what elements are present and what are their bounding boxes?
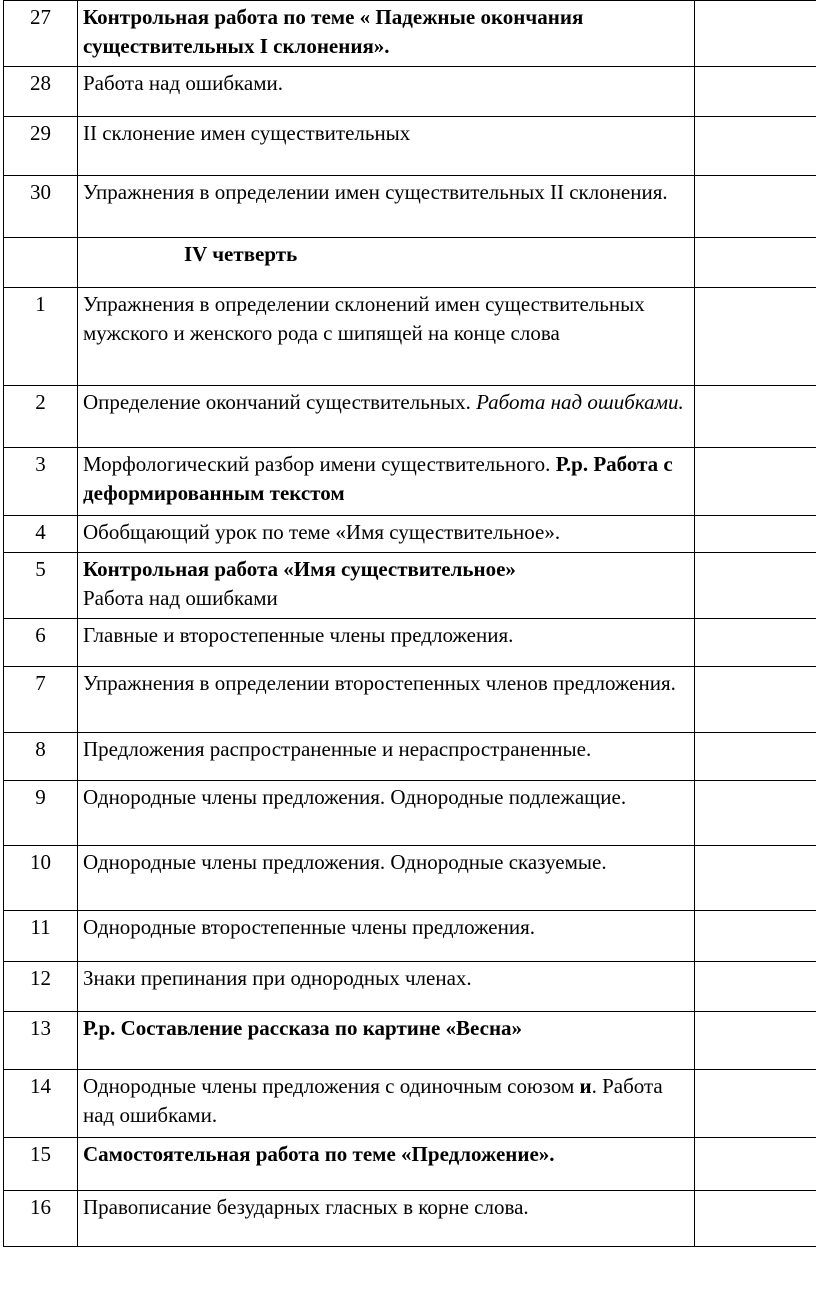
lesson-topic: [78, 553, 695, 619]
lesson-row: [4, 288, 816, 386]
date-cell: [695, 67, 816, 117]
lesson-row: [4, 781, 816, 846]
topic-text: Контрольная работа по теме « Падежные окончания существительных I склонения».: [83, 5, 584, 58]
topic-text: Определение окончаний существительных.: [83, 390, 477, 414]
lesson-number: 4: [4, 516, 78, 553]
lesson-number: 7: [4, 667, 78, 733]
lesson-topic: [78, 1, 695, 67]
date-cell: [695, 553, 816, 619]
topic-text: Морфологический разбор имени существительного.: [83, 452, 556, 476]
topic-text: Обобщающий урок по теме «Имя существительное».: [83, 520, 561, 544]
date-cell: [695, 962, 816, 1012]
lesson-row: [4, 1070, 816, 1138]
lesson-plan-body: [4, 1, 816, 1247]
date-cell: [695, 1, 816, 67]
date-cell: [695, 238, 816, 288]
lesson-topic: [78, 1138, 695, 1191]
date-cell: [695, 619, 816, 667]
lesson-topic: [78, 1191, 695, 1247]
topic-text: Р.р. Работа с деформированным текстом: [83, 452, 673, 505]
topic-text: Р.р. Составление рассказа по картине «Весна»: [83, 1016, 523, 1040]
topic-text: Упражнения в определении имен существительных II склонения.: [83, 180, 668, 204]
lesson-topic: [78, 1012, 695, 1070]
topic-text: и: [579, 1074, 592, 1098]
topic-text: Правописание безударных гласных в корне слова.: [83, 1195, 529, 1219]
lesson-plan-table: [3, 0, 816, 1247]
topic-text: Предложения распространенные и нераспространенные.: [83, 737, 592, 761]
lesson-topic: [78, 781, 695, 846]
lesson-topic: [78, 117, 695, 176]
lesson-number: 27: [4, 1, 78, 67]
lesson-topic: [78, 911, 695, 962]
lesson-number: 5: [4, 553, 78, 619]
date-cell: [695, 733, 816, 781]
topic-text: Работа над ошибками.: [83, 71, 283, 95]
lesson-number: 30: [4, 176, 78, 238]
topic-text: Однородные члены предложения. Однородные сказуемые.: [83, 850, 607, 874]
date-cell: [695, 846, 816, 911]
date-cell: [695, 1070, 816, 1138]
topic-text: Самостоятельная работа по теме «Предложение».: [83, 1142, 555, 1166]
lesson-row: [4, 1, 816, 67]
lesson-topic: [78, 67, 695, 117]
lesson-topic: [78, 846, 695, 911]
topic-text: IV четверть: [184, 242, 298, 266]
lesson-topic: [78, 962, 695, 1012]
quarter-title: [78, 238, 695, 288]
date-cell: [695, 516, 816, 553]
lesson-row: [4, 1191, 816, 1247]
lesson-topic: [78, 448, 695, 516]
lesson-number: 11: [4, 911, 78, 962]
lesson-topic: [78, 288, 695, 386]
lesson-number: 3: [4, 448, 78, 516]
topic-text: Упражнения в определении второстепенных членов предложения.: [83, 671, 676, 695]
topic-text: II склонение имен существительных: [83, 121, 411, 145]
topic-text: Знаки препинания при однородных членах.: [83, 966, 472, 990]
date-cell: [695, 1138, 816, 1191]
lesson-number: 15: [4, 1138, 78, 1191]
lesson-topic: [78, 386, 695, 448]
lesson-row: [4, 962, 816, 1012]
topic-text: Однородные члены предложения с одиночным союзом: [83, 1074, 580, 1098]
lesson-number: 29: [4, 117, 78, 176]
lesson-row: [4, 67, 816, 117]
topic-text: Контрольная работа «Имя существительное»: [83, 557, 516, 581]
lesson-number: 10: [4, 846, 78, 911]
topic-text: Упражнения в определении склонений имен существительных мужского и женского рода с шипящей на конце слова: [83, 292, 645, 345]
topic-text: Работа над ошибками.: [476, 390, 684, 414]
lesson-number: [4, 238, 78, 288]
date-cell: [695, 1191, 816, 1247]
date-cell: [695, 448, 816, 516]
topic-text: Главные и второстепенные члены предложения.: [83, 623, 514, 647]
topic-text: Однородные второстепенные члены предложения.: [83, 915, 535, 939]
quarter-header-row: [4, 238, 816, 288]
lesson-number: 6: [4, 619, 78, 667]
lesson-row: [4, 1012, 816, 1070]
lesson-topic: [78, 619, 695, 667]
lesson-number: 2: [4, 386, 78, 448]
lesson-row: [4, 117, 816, 176]
lesson-topic: [78, 1070, 695, 1138]
date-cell: [695, 911, 816, 962]
lesson-number: 16: [4, 1191, 78, 1247]
topic-text: . Работа над ошибками.: [83, 1074, 663, 1127]
lesson-row: [4, 619, 816, 667]
date-cell: [695, 667, 816, 733]
date-cell: [695, 1012, 816, 1070]
date-cell: [695, 176, 816, 238]
lesson-number: 9: [4, 781, 78, 846]
lesson-row: [4, 386, 816, 448]
lesson-topic: [78, 516, 695, 553]
lesson-number: 28: [4, 67, 78, 117]
lesson-row: [4, 1138, 816, 1191]
lesson-row: [4, 846, 816, 911]
lesson-number: 13: [4, 1012, 78, 1070]
lesson-row: [4, 448, 816, 516]
date-cell: [695, 386, 816, 448]
topic-text: Однородные члены предложения. Однородные подлежащие.: [83, 785, 627, 809]
topic-text: Работа над ошибками: [83, 586, 278, 610]
lesson-topic: [78, 176, 695, 238]
lesson-topic: [78, 667, 695, 733]
lesson-row: [4, 553, 816, 619]
lesson-row: [4, 911, 816, 962]
lesson-row: [4, 516, 816, 553]
lesson-row: [4, 176, 816, 238]
lesson-number: 14: [4, 1070, 78, 1138]
date-cell: [695, 781, 816, 846]
lesson-number: 8: [4, 733, 78, 781]
lesson-row: [4, 733, 816, 781]
date-cell: [695, 117, 816, 176]
lesson-number: 12: [4, 962, 78, 1012]
lesson-number: 1: [4, 288, 78, 386]
date-cell: [695, 288, 816, 386]
lesson-row: [4, 667, 816, 733]
lesson-topic: [78, 733, 695, 781]
